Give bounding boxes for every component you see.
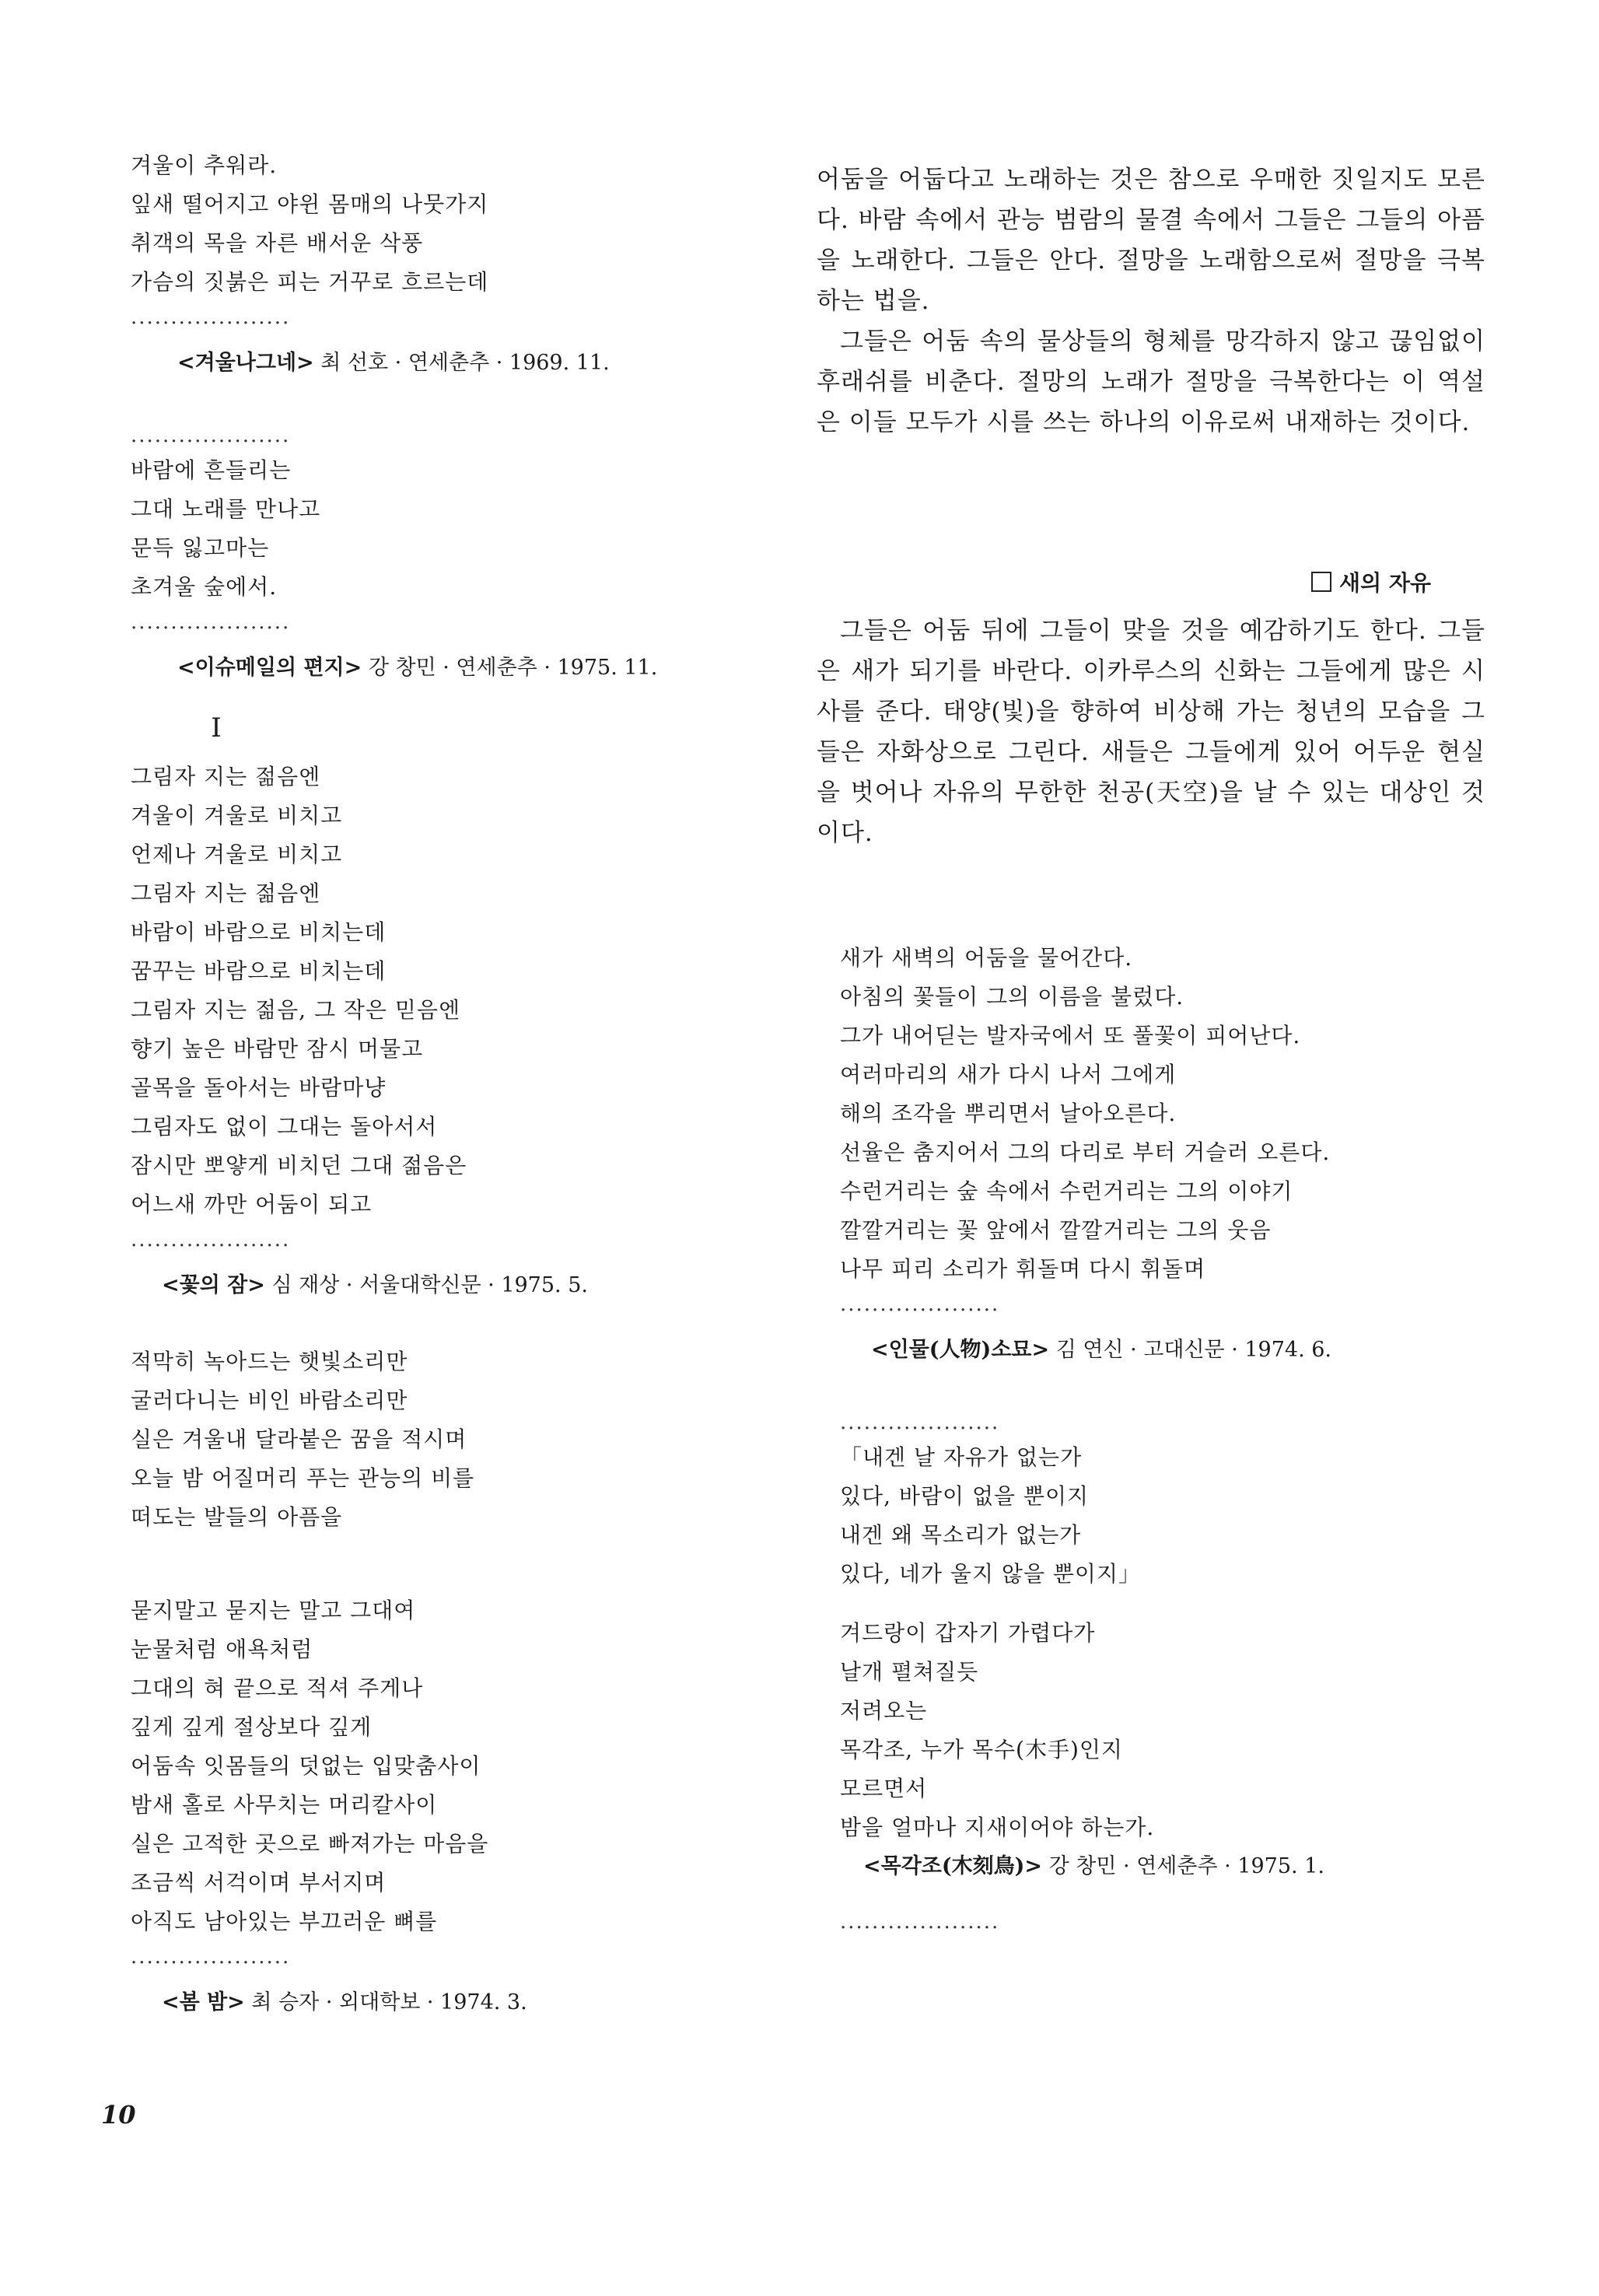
ellipsis: .................... — [840, 1411, 1000, 1434]
section-title: 새의 자유 — [1339, 570, 1431, 596]
poem-line: 저려오는 — [840, 1698, 928, 1724]
poem-line: 날개 펼쳐질듯 — [840, 1659, 979, 1685]
poem-line: 바람에 흔들리는 — [131, 457, 292, 483]
poem-line: 취객의 목을 자른 배서운 삭풍 — [131, 230, 424, 256]
page-number: 10 — [101, 2100, 136, 2130]
ellipsis: .................... — [131, 424, 291, 447]
poem-line: 골목을 돌아서는 바람마냥 — [131, 1075, 387, 1101]
paragraph: 그들은 어둠 속의 물상들의 형체를 망각하지 않고 끊임없이 후래쉬를 비춘다. 절망의 노래가 절망을 극복한다는 이 역설은 이들 모두가 시를 쓰는 하나의 이유로써 내재하는 것이다. — [817, 327, 1485, 436]
ellipsis: .................... — [840, 1293, 1000, 1316]
poem-line: 그림자도 없이 그대는 돌아서서 — [131, 1114, 438, 1139]
ellipsis: .................... — [840, 1910, 1000, 1934]
citation-source: 최 선호 · 연세춘추 · 1969. 11. — [320, 351, 610, 375]
citation-source: 강 창민 · 연세춘추 · 1975. 11. — [368, 656, 658, 680]
poem-line: 깊게 깊게 절상보다 깊게 — [131, 1714, 373, 1740]
poem-citation — [840, 1847, 1485, 1886]
poem-line: 아직도 남아있는 부끄러운 뼈를 — [131, 1909, 438, 1934]
poem-flower-sleep — [131, 708, 753, 1305]
poem-line: 눈물처럼 애욕처럼 — [131, 1636, 313, 1662]
poem-line: 문득 잃고마는 — [131, 535, 270, 561]
poem-line: 언제나 겨울로 비치고 — [131, 842, 343, 867]
section-numeral: I — [211, 712, 222, 744]
ellipsis: .................... — [131, 611, 291, 634]
poem-line: 잠시만 뽀얗게 비치던 그대 젊음은 — [131, 1153, 467, 1178]
ellipsis: .................... — [131, 1228, 291, 1251]
poem-line: 여러마리의 새가 다시 나서 그에게 — [840, 1062, 1177, 1087]
poem-line: 겨드랑이 갑자기 가렵다가 — [840, 1620, 1096, 1646]
citation-title: <목각조(木刻鳥)> — [863, 1854, 1043, 1878]
poem-line: 묻지말고 묻지는 말고 그대여 — [131, 1598, 416, 1623]
poem-citation — [131, 1983, 753, 2022]
citation-source: 심 재상 · 서울대학신문 · 1975. 5. — [271, 1273, 588, 1297]
poem-line: 조금씩 서걱이며 부서지며 — [131, 1870, 387, 1895]
right-column — [817, 159, 1485, 1937]
poem-line: 있다, 바람이 없을 뿐이지 — [840, 1483, 1090, 1509]
poem-line: 나무 피리 소리가 휘돌며 다시 휘돌며 — [840, 1256, 1206, 1282]
poem-line: 깔깔거리는 꽃 앞에서 깔깔거리는 그의 웃음 — [840, 1217, 1272, 1243]
poem-line: 수런거리는 숲 속에서 수런거리는 그의 이야기 — [840, 1178, 1293, 1204]
poem-line: 있다, 네가 울지 않을 뿐이지」 — [840, 1561, 1142, 1587]
poem-line: 바람이 바람으로 비치는데 — [131, 919, 387, 945]
poem-line: 새가 새벽의 어둠을 물어간다. — [840, 945, 1133, 971]
poem-line: 향기 높은 바람만 잠시 머물고 — [131, 1036, 424, 1062]
citation-title: <이슈메일의 편지> — [177, 656, 362, 680]
poem-citation — [131, 344, 753, 383]
essay-text — [817, 159, 1485, 443]
citation-source: 김 연신 · 고대신문 · 1974. 6. — [1055, 1338, 1332, 1362]
citation-title: <인물(人物)소묘> — [871, 1338, 1050, 1362]
essay-text — [817, 611, 1485, 853]
poem-line: 잎새 떨어지고 야윈 몸매의 나뭇가지 — [131, 191, 489, 217]
poem-line: 가슴의 짓붉은 피는 거꾸로 흐르는데 — [131, 269, 489, 295]
poem-line: 밤을 얼마나 지새이어야 하는가. — [840, 1815, 1155, 1840]
citation-title: <겨울나그네> — [177, 351, 314, 375]
poem-line: 그가 내어딛는 발자국에서 또 풀꽃이 피어난다. — [840, 1023, 1301, 1048]
poem-line: 그대의 혀 끝으로 적셔 주게나 — [131, 1675, 424, 1701]
poem-line: 겨울이 겨울로 비치고 — [131, 803, 343, 828]
poem-line: 밤새 홀로 사무치는 머리칼사이 — [131, 1792, 438, 1818]
ellipsis: .................... — [131, 1945, 291, 1969]
poem-line: 그림자 지는 젊음, 그 작은 믿음엔 — [131, 997, 461, 1023]
poem-line: 실은 겨울내 달라붙은 꿈을 적시며 — [131, 1426, 467, 1452]
square-bullet-icon — [1311, 572, 1331, 592]
poem-line: 내겐 왜 목소리가 없는가 — [840, 1522, 1082, 1548]
poem-winter-wanderer — [131, 146, 753, 383]
poem-line: 겨울이 추워라. — [131, 152, 278, 178]
section-heading — [817, 565, 1485, 601]
paragraph: 그들은 어둠 뒤에 그들이 맞을 것을 예감하기도 한다. 그들은 새가 되기를 바란다. 이카루스의 신화는 그들에게 많은 시사를 준다. 태양(빛)을 향하여 비상해 가는 청년의 모습을 그들은 자화상으로 그린다. 새들은 그들에게 있어 어두운 현실을 벗어나 자유의 무한한 천공(天空)을 날 수 있는 대상인 것이다. — [817, 617, 1485, 847]
poem-line: 적막히 녹아드는 햇빛소리만 — [131, 1349, 408, 1374]
poem-spring-night — [131, 1342, 753, 2022]
citation-title: <봄 밤> — [162, 1990, 245, 2014]
poem-line: 실은 고적한 곳으로 빠져가는 마음을 — [131, 1831, 489, 1857]
citation-source: 최 승자 · 외대학보 · 1974. 3. — [251, 1990, 527, 2014]
paragraph: 어둠을 어둡다고 노래하는 것은 참으로 우매한 짓일지도 모른다. 바람 속에서 관능 범람의 물결 속에서 그들은 그들의 아픔을 노래한다. 그들은 안다. 절망을 노래함으로써 절망을 극복하는 법을. — [817, 166, 1485, 315]
poem-line: 아침의 꽃들이 그의 이름을 불렀다. — [840, 984, 1184, 1010]
poem-citation — [131, 1266, 753, 1305]
citation-title: <꽃의 잠> — [162, 1273, 265, 1297]
poem-wooden-bird — [840, 1407, 1485, 1937]
poem-ishmael-letter — [131, 420, 753, 688]
poem-citation — [131, 649, 753, 688]
poem-line: 꿈꾸는 바람으로 비치는데 — [131, 958, 387, 984]
poem-line: 「내겐 날 자유가 없는가 — [840, 1444, 1083, 1470]
poem-line: 어느새 까만 어둠이 되고 — [131, 1192, 373, 1217]
poem-line: 모르면서 — [840, 1776, 928, 1801]
poem-line: 굴러다니는 비인 바람소리만 — [131, 1388, 408, 1413]
poem-line: 초겨울 숲에서. — [131, 574, 278, 600]
ellipsis: .................... — [131, 306, 291, 329]
left-column — [131, 146, 753, 2022]
poem-line: 그림자 지는 젊음엔 — [131, 764, 321, 789]
poem-line: 그대 노래를 만나고 — [131, 496, 321, 522]
poem-line: 해의 조각을 뿌리면서 날아오른다. — [840, 1101, 1177, 1126]
poem-line: 선율은 춤지어서 그의 다리로 부터 거슬러 오른다. — [840, 1139, 1331, 1165]
poem-line: 그림자 지는 젊음엔 — [131, 880, 321, 906]
poem-line: 오늘 밤 어질머리 푸는 관능의 비를 — [131, 1465, 475, 1491]
poem-citation — [840, 1331, 1485, 1370]
poem-line: 떠도는 발들의 아픔을 — [131, 1504, 343, 1530]
poem-line: 어둠속 잇몸들의 덧없는 입맞춤사이 — [131, 1753, 481, 1779]
citation-source: 강 창민 · 연세춘추 · 1975. 1. — [1048, 1854, 1324, 1878]
poem-portrait-sketch — [840, 939, 1485, 1370]
poem-line: 목각조, 누가 목수(木手)인지 — [840, 1737, 1123, 1762]
